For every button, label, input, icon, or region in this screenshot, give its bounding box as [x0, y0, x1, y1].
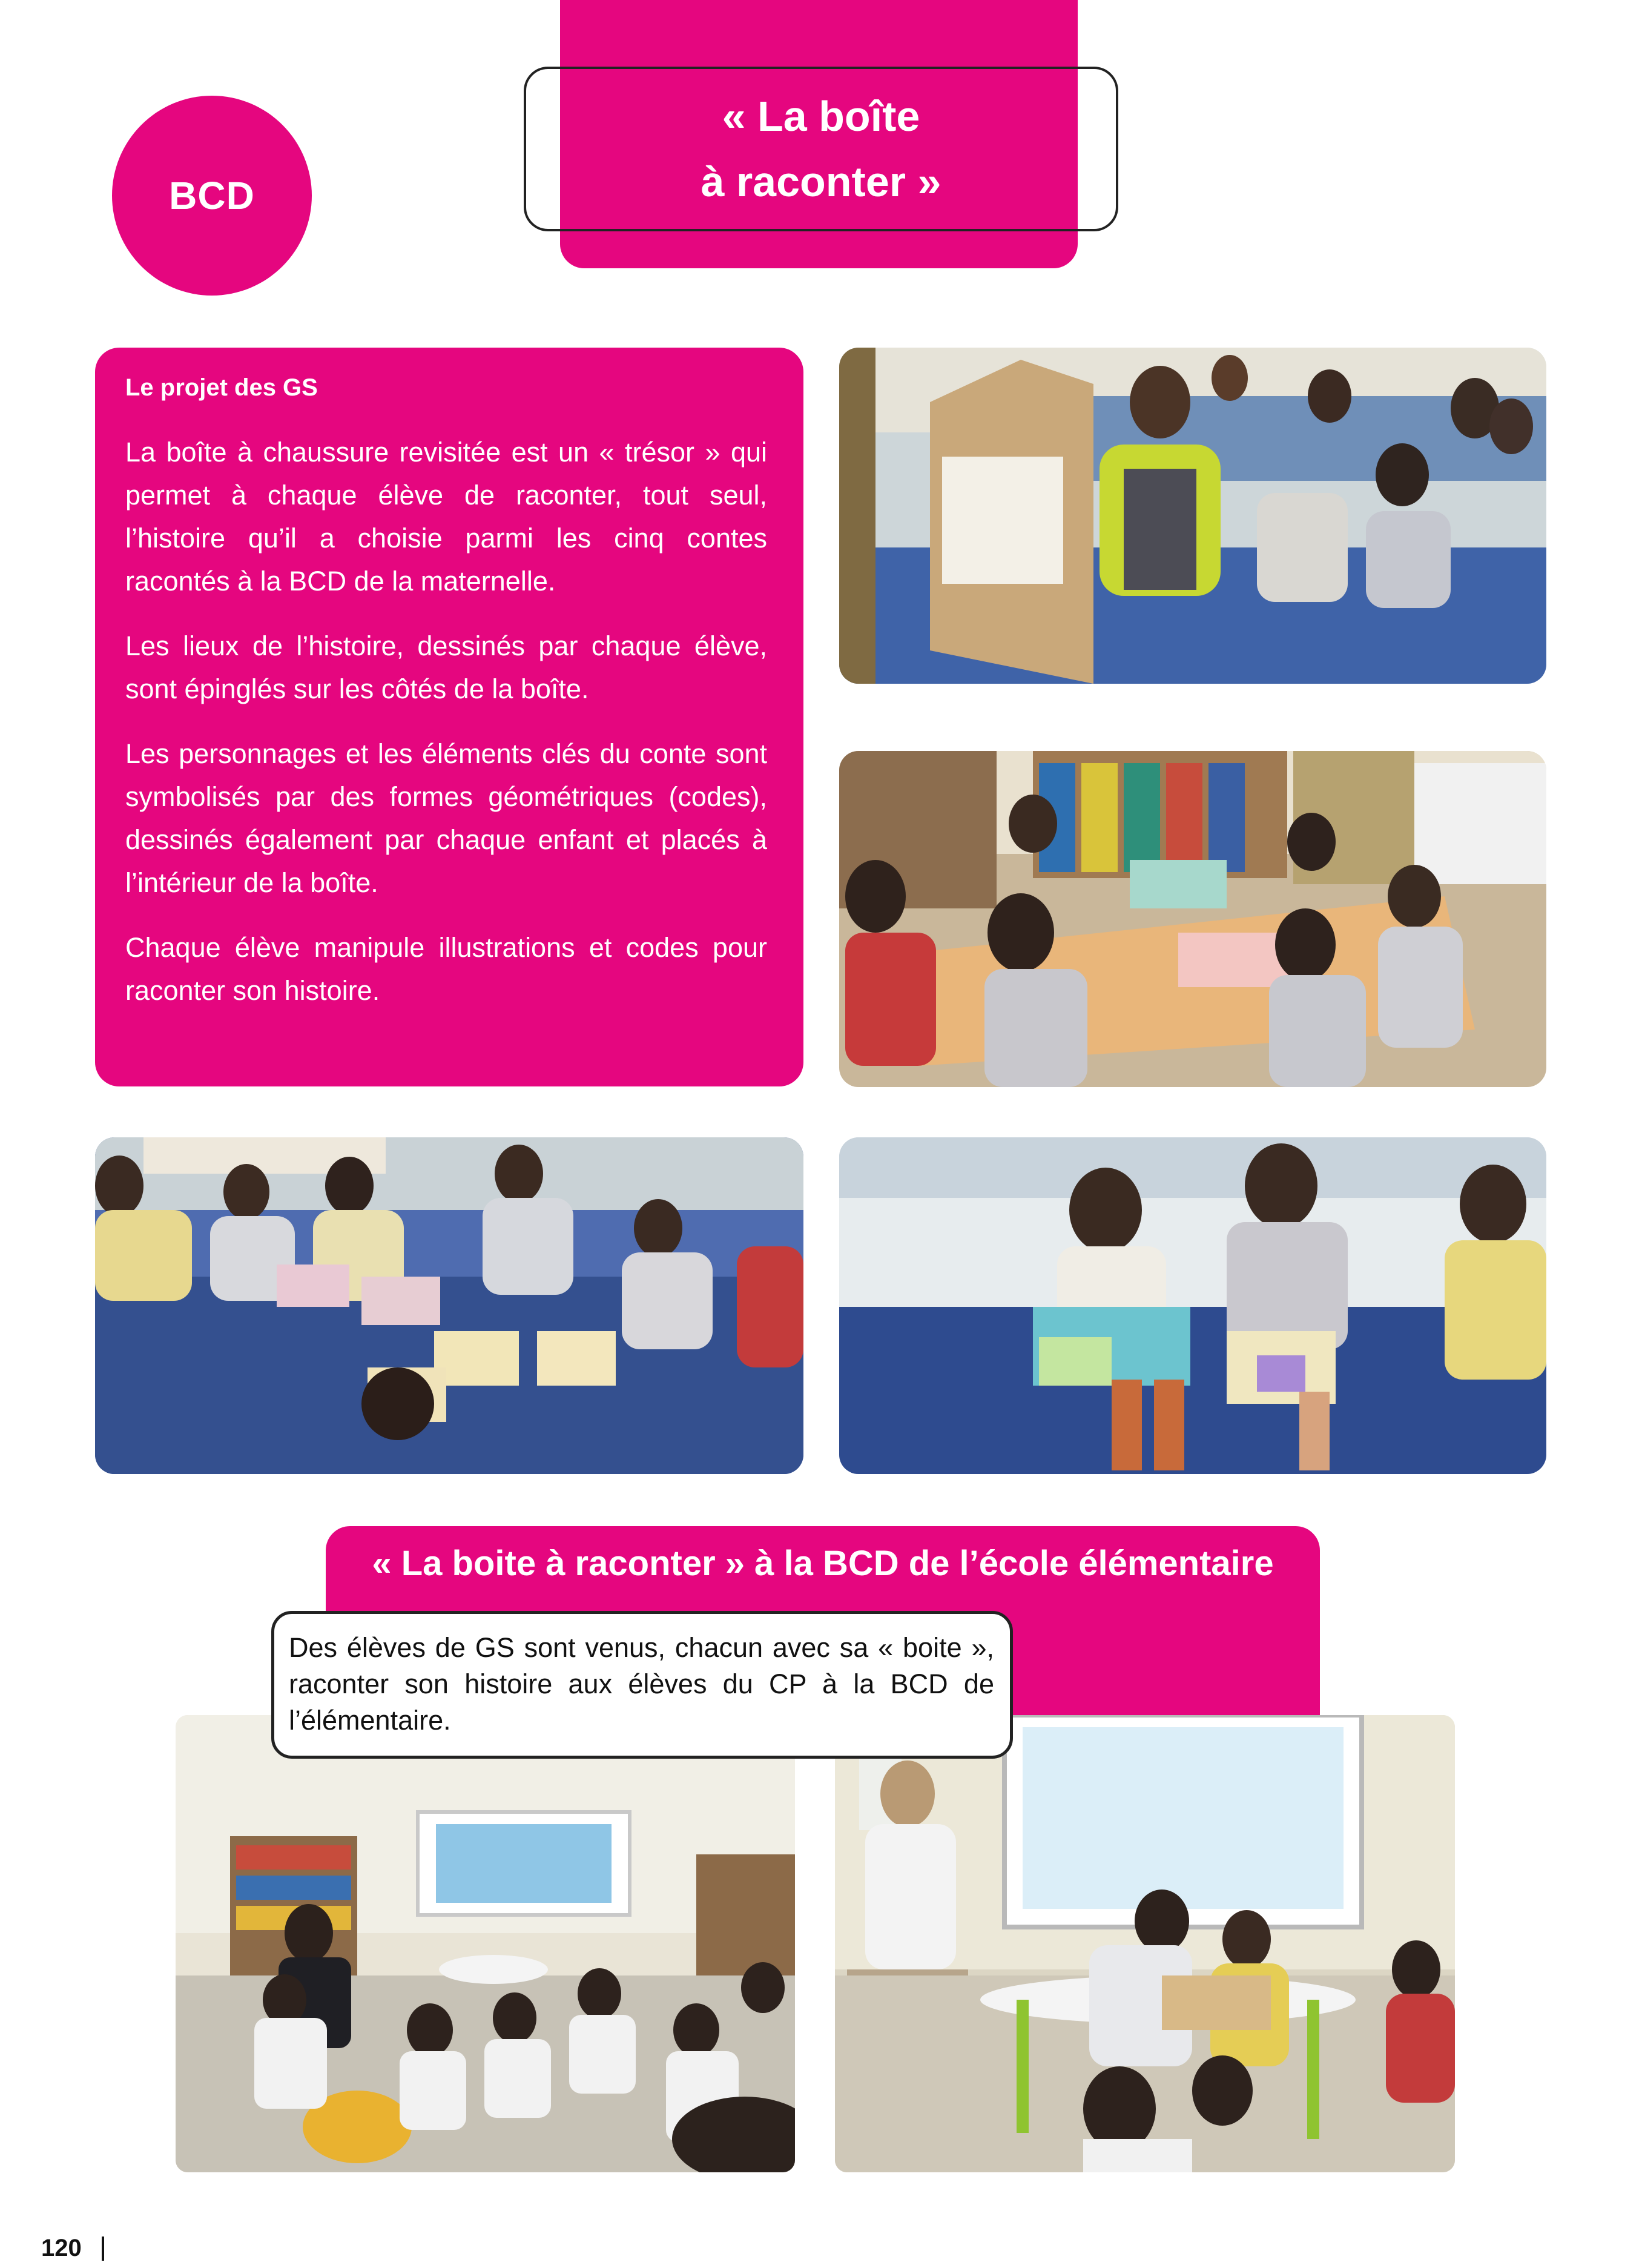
page-number: 120 — [41, 2235, 82, 2261]
photo-classroom-presentation — [176, 1715, 795, 2172]
photo-children-with-boxes — [95, 1137, 803, 1474]
intro-paragraph-3: Les personnages et les éléments clés du conte sont symbolisés par des formes géométriques (codes), dessinés également par chaque enfant et placés à l’intérieur de la boîte. — [125, 738, 767, 898]
photo-round-table-storytelling — [835, 1715, 1455, 2172]
page-title-line-1: « La boîte — [722, 93, 920, 140]
intro-paragraph-4: Chaque élève manipule illustrations et codes pour raconter son histoire. — [125, 932, 767, 1006]
photo-library-table — [839, 751, 1546, 1087]
caption-bubble — [271, 1611, 1013, 1759]
intro-paragraph-1: La boîte à chaussure revisitée est un « trésor » qui permet à chaque élève de raconter, tout seul, l’histoire qu’il a choisie parmi les cinq contes racontés à la BCD de la maternelle. — [125, 437, 767, 597]
page-title — [524, 67, 1118, 231]
photo-bench-story-boxes — [839, 1137, 1546, 1474]
intro-text-box — [95, 348, 803, 1086]
page-title-line-2: à raconter » — [701, 158, 941, 205]
section-2-title: « La boite à raconter » à la BCD de l’école élémentaire — [372, 1544, 1274, 1583]
bcd-badge — [112, 96, 312, 296]
bcd-badge-label: BCD — [169, 174, 255, 217]
intro-heading: Le projet des GS — [125, 374, 318, 401]
intro-paragraph-2: Les lieux de l’histoire, dessinés par chaque élève, sont épinglés sur les côtés de la boîte. — [125, 630, 767, 704]
photo-child-presenting-box — [839, 348, 1546, 684]
page-number-divider — [102, 2237, 104, 2261]
caption-text: Des élèves de GS sont venus, chacun avec sa « boite », raconter son histoire aux élèves du CP à la BCD de l’élémentaire. — [289, 1632, 994, 1736]
